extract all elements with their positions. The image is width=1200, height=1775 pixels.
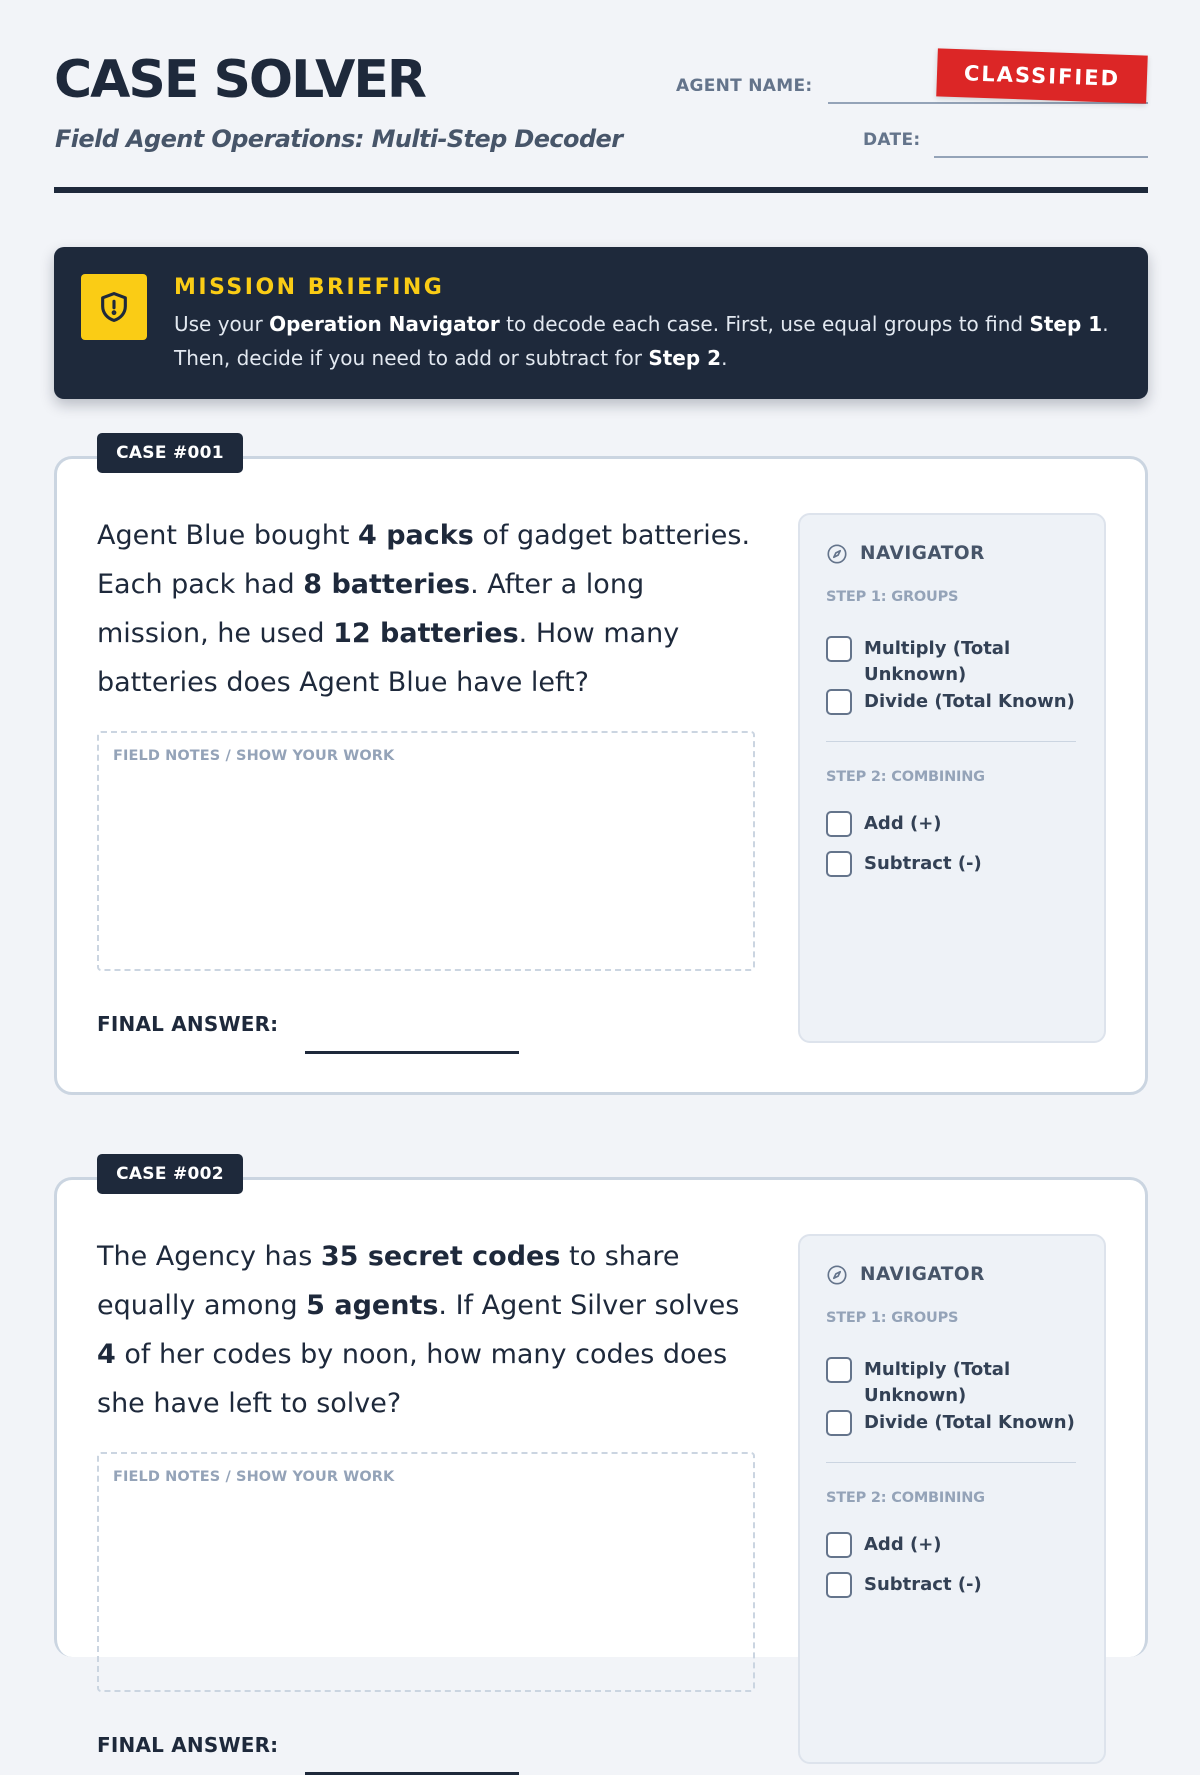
step-1-label: STEP 1: GROUPS	[826, 1310, 959, 1326]
case-card-1	[54, 443, 1148, 1095]
navigator-title: NAVIGATOR	[860, 1264, 985, 1285]
add-label: Add (+)	[864, 1534, 942, 1555]
subtract-label: Subtract (-)	[864, 853, 982, 874]
agent-name-field[interactable]	[828, 102, 1148, 104]
date-label: DATE:	[863, 130, 921, 150]
navigator-title: NAVIGATOR	[860, 543, 985, 564]
page-subtitle: Field Agent Operations: Multi-Step Decoder	[55, 125, 623, 153]
classified-stamp: CLASSIFIED	[936, 48, 1148, 103]
multiply-checkbox[interactable]	[826, 636, 852, 662]
add-checkbox[interactable]	[826, 811, 852, 837]
add-checkbox[interactable]	[826, 1532, 852, 1558]
option-add[interactable]	[826, 1532, 942, 1558]
agent-name-label: AGENT NAME:	[676, 76, 813, 96]
subtract-checkbox[interactable]	[826, 851, 852, 877]
case-number-tab: CASE #001	[97, 433, 243, 473]
navigator-divider	[826, 741, 1076, 742]
navigator-divider	[826, 1462, 1076, 1463]
field-notes-area[interactable]	[97, 731, 755, 971]
option-multiply[interactable]	[826, 636, 1034, 688]
multiply-label: Multiply (Total Unknown)	[864, 1359, 1011, 1406]
subtract-label: Subtract (-)	[864, 1574, 982, 1595]
divide-checkbox[interactable]	[826, 689, 852, 715]
field-notes-area[interactable]	[97, 1452, 755, 1692]
compass-icon	[826, 543, 848, 565]
step-2-label: STEP 2: COMBINING	[826, 1490, 985, 1506]
option-divide[interactable]	[826, 689, 1104, 715]
shield-alert-icon	[81, 274, 147, 340]
final-answer-label: FINAL ANSWER:	[97, 1012, 279, 1036]
problem-text: The Agency has 35 secret codes to share equally among 5 agents. If Agent Silver solves 4 of her codes by noon, how many codes does she have left to solve?	[97, 1241, 740, 1419]
field-notes-label: FIELD NOTES / SHOW YOUR WORK	[113, 748, 395, 764]
final-answer-field[interactable]	[305, 1051, 519, 1054]
briefing-text: Use your Operation Navigator to decode each case. First, use equal groups to find Step 1. Then, decide if you need to add or subtract for Step 2.	[174, 312, 1109, 370]
briefing-title: MISSION BRIEFING	[174, 275, 445, 300]
option-subtract[interactable]	[826, 851, 982, 877]
case-card-2	[54, 1164, 1148, 1757]
worksheet-header	[54, 0, 1148, 194]
date-field[interactable]	[934, 156, 1148, 158]
divide-label: Divide (Total Known)	[864, 1412, 1075, 1433]
navigator-panel	[798, 513, 1106, 1043]
case-number-tab: CASE #002	[97, 1154, 243, 1194]
subtract-checkbox[interactable]	[826, 1572, 852, 1598]
problem-text: Agent Blue bought 4 packs of gadget batteries. Each pack had 8 batteries. After a long mission, he used 12 batteries. How many batteries does Agent Blue have left?	[97, 520, 751, 698]
option-divide[interactable]	[826, 1410, 1104, 1436]
header-divider	[54, 187, 1148, 193]
option-subtract[interactable]	[826, 1572, 982, 1598]
page-title: CASE SOLVER	[54, 50, 425, 110]
multiply-checkbox[interactable]	[826, 1357, 852, 1383]
divide-label: Divide (Total Known)	[864, 691, 1075, 712]
step-2-label: STEP 2: COMBINING	[826, 769, 985, 785]
compass-icon	[826, 1264, 848, 1286]
navigator-panel	[798, 1234, 1106, 1764]
add-label: Add (+)	[864, 813, 942, 834]
divide-checkbox[interactable]	[826, 1410, 852, 1436]
option-add[interactable]	[826, 811, 942, 837]
final-answer-label: FINAL ANSWER:	[97, 1733, 279, 1757]
multiply-label: Multiply (Total Unknown)	[864, 638, 1011, 685]
field-notes-label: FIELD NOTES / SHOW YOUR WORK	[113, 1469, 395, 1485]
mission-briefing	[54, 247, 1148, 399]
option-multiply[interactable]	[826, 1357, 1034, 1409]
step-1-label: STEP 1: GROUPS	[826, 589, 959, 605]
